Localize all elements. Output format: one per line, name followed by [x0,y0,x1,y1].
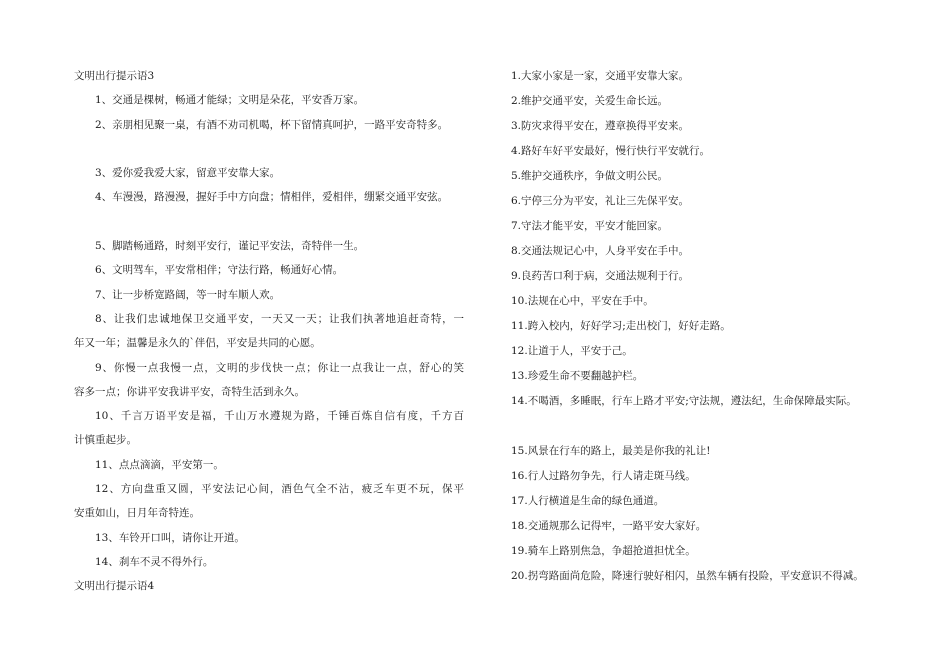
slogan-item [74,113,464,137]
numbered-slogan: 14.不喝酒，多睡眠，行车上路才平安;守法规，遵法纪，生命保障最实际。 [511,395,857,407]
numbered-slogan: 8.交通法规记心中，人身平安在手中。 [511,245,690,257]
blank-line [511,414,891,439]
slogan-line: 计慎重起步。 [74,434,137,447]
blank-line [74,210,464,234]
slogan-item [74,234,464,258]
numbered-slogan: 9.良药苦口利于病，交通法规利于行。 [511,270,690,282]
numbered-slogan: 2.维护交通平安，关爱生命长远。 [511,95,669,107]
numbered-slogan: 16.行人过路勿争先，行人请走斑马线。 [511,470,696,482]
slogan-line: 3、爱你爱我爱大家，留意平安靠大家。 [95,167,281,180]
numbered-slogan: 11.跨入校内，好好学习;走出校门，好好走路。 [511,320,731,332]
right-slogan-list [511,64,891,589]
slogan-item [74,356,464,405]
slogan-item [74,307,464,356]
slogan-line: 容多一点；你讲平安我讲平安，奇特生活到永久。 [74,385,305,398]
numbered-slogan: 1.大家小家是一家，交通平安靠大家。 [511,70,690,82]
slogan-line: 9、你慢一点我慢一点，文明的步伐快一点；你让一点我让一点，舒心的笑 [95,361,464,374]
slogan-line: 10、千言万语平安是福，千山万水遵规为路，千锤百炼自信有度，千方百 [95,410,464,423]
slogan-item [74,526,464,550]
section-heading-4: 文明出行提示语4 [74,580,155,593]
slogan-line: 安重如山，日月年奇特连。 [74,507,200,520]
slogan-line: 12、方向盘重又圆，平安法记心间，酒色气全不沾，疲乏车更不玩，保平 [95,483,464,496]
slogan-line: 13、车铃开口叫，请你让开道。 [95,531,245,544]
slogan-item [74,477,464,526]
slogan-line: 7、让一步桥宽路阔，等一时车顺人欢。 [95,288,281,301]
right-column [511,64,891,589]
numbered-slogan: 10.法规在心中，平安在手中。 [511,295,654,307]
slogan-item [74,161,464,185]
slogan-line: 11、点点滴滴，平安第一。 [95,458,224,471]
blank-line [74,137,464,161]
slogan-line: 2、亲朋相见聚一桌，有酒不劝司机喝，杯下留情真呵护，一路平安奇特多。 [95,118,449,131]
numbered-slogan: 4.路好车好平安最好，慢行快行平安就行。 [511,145,711,157]
slogan-item [74,404,464,453]
numbered-slogan: 7.守法才能平安，平安才能回家。 [511,220,669,232]
slogan-line: 14、刹车不灵不得外行。 [95,555,214,568]
numbered-slogan: 3.防灾求得平安在，遵章换得平安来。 [511,120,690,132]
slogan-item [74,283,464,307]
slogan-line: 4、车漫漫，路漫漫，握好手中方向盘；情相伴，爱相伴，绷紧交通平安弦。 [95,191,449,204]
slogan-item [74,550,464,574]
numbered-slogan: 6.宁停三分为平安，礼让三先保平安。 [511,195,690,207]
numbered-slogan: 5.维护交通秩序，争做文明公民。 [511,170,669,182]
slogan-line: 5、脚踏畅通路，时刻平安行，谨记平安法，奇特伴一生。 [95,240,365,253]
slogan-item [74,88,464,112]
left-column [74,64,464,599]
numbered-slogan: 15.风景在行车的路上，最美是你我的礼让! [511,445,711,457]
slogan-line: 1、交通是棵树，畅通才能绿；文明是朵花，平安香万家。 [95,94,365,107]
slogan-item [74,258,464,282]
numbered-slogan: 17.人行横道是生命的绿色通道。 [511,495,665,507]
slogan-item [74,185,464,209]
slogan-line: 年又一年；温馨是永久的`伴侣，平安是共同的心愿。 [74,337,321,350]
numbered-slogan: 12.让道于人，平安于己。 [511,345,633,357]
numbered-slogan: 20.拐弯路面尚危险，降速行驶好相闪，虽然车辆有投险，平安意识不得减。 [511,570,864,582]
slogan-line: 8、让我们忠诚地保卫交通平安，一天又一天；让我们执著地追赶奇特，一 [95,312,464,325]
numbered-slogan: 19.骑车上路别焦急，争超抢道担忧全。 [511,545,696,557]
numbered-slogan: 18.交通规那么记得牢，一路平安大家好。 [511,520,707,532]
slogan-item [74,453,464,477]
slogan-line: 6、文明驾车，平安常相伴；守法行路，畅通好心情。 [95,264,344,277]
left-slogan-list [74,88,464,574]
numbered-slogan: 13.珍爱生命不要翻越护栏。 [511,370,644,382]
section-heading-3: 文明出行提示语3 [74,70,155,82]
